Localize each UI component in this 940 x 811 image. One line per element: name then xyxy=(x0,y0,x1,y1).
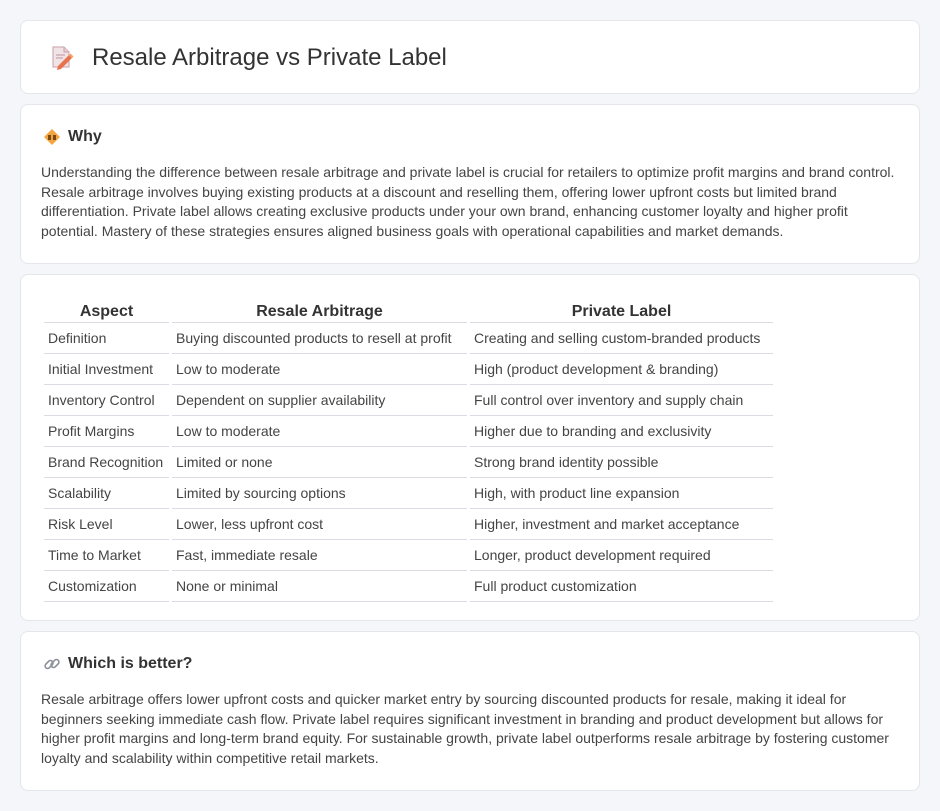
header-card xyxy=(20,20,920,94)
resale-arbitrage-cell: Limited by sourcing options xyxy=(172,478,467,509)
table-row xyxy=(44,323,773,354)
private-label-cell: Higher, investment and market acceptance xyxy=(470,509,773,540)
comparison-section xyxy=(20,274,920,621)
private-label-cell: High (product development & branding) xyxy=(470,354,773,385)
better-heading xyxy=(43,654,192,674)
why-title: Why xyxy=(68,128,102,145)
aspect-cell: Brand Recognition xyxy=(44,447,169,478)
better-title: Which is better? xyxy=(68,655,193,672)
private-label-cell: Creating and selling custom-branded products xyxy=(470,323,773,354)
private-label-cell: High, with product line expansion xyxy=(470,478,773,509)
private-label-cell: Higher due to branding and exclusivity xyxy=(470,416,773,447)
aspect-cell: Profit Margins xyxy=(44,416,169,447)
table-row xyxy=(44,571,773,602)
why-section xyxy=(20,104,920,264)
which-is-better-section xyxy=(20,631,920,791)
aspect-cell: Inventory Control xyxy=(44,385,169,416)
comparison-table xyxy=(41,295,776,602)
column-header-private-label: Private Label xyxy=(470,295,773,323)
table-row xyxy=(44,540,773,571)
table-row xyxy=(44,354,773,385)
aspect-cell: Customization xyxy=(44,571,169,602)
aspect-cell: Definition xyxy=(44,323,169,354)
table-row xyxy=(44,509,773,540)
aspect-cell: Risk Level xyxy=(44,509,169,540)
why-heading xyxy=(43,127,102,147)
resale-arbitrage-cell: Buying discounted products to resell at profit xyxy=(172,323,467,354)
table-row xyxy=(44,385,773,416)
column-header-aspect: Aspect xyxy=(44,295,169,323)
aspect-cell: Time to Market xyxy=(44,540,169,571)
table-row xyxy=(44,478,773,509)
private-label-cell: Strong brand identity possible xyxy=(470,447,773,478)
resale-arbitrage-cell: Low to moderate xyxy=(172,416,467,447)
table-header-row xyxy=(44,295,773,323)
why-text: Understanding the difference between resale arbitrage and private label is crucial for retailers to optimize profit margins and brand control. Resale arbitrage involves buying existing products at a discount and reselling them, offering lower upfront costs but limited brand differentiation. Private label allows creating exclusive products under your own brand, enhancing customer loyalty and higher profit potential. Mastery of these strategies ensures aligned business goals with operational capabilities and market demands. xyxy=(41,164,895,239)
warning-icon xyxy=(43,128,61,146)
resale-arbitrage-cell: Low to moderate xyxy=(172,354,467,385)
document-pencil-icon xyxy=(47,43,75,71)
column-header-resale-arbitrage: Resale Arbitrage xyxy=(172,295,467,323)
private-label-cell: Full control over inventory and supply chain xyxy=(470,385,773,416)
resale-arbitrage-cell: Fast, immediate resale xyxy=(172,540,467,571)
link-icon xyxy=(43,655,61,673)
page-title: Resale Arbitrage vs Private Label xyxy=(92,44,447,71)
aspect-cell: Initial Investment xyxy=(44,354,169,385)
resale-arbitrage-cell: None or minimal xyxy=(172,571,467,602)
better-text: Resale arbitrage offers lower upfront costs and quicker market entry by sourcing discounted products for resale, making it ideal for beginners seeking immediate cash flow. Private label requires significant investment in branding and product development but allows for higher profit margins and long-term brand equity. For sustainable growth, private label outperforms resale arbitrage by fostering customer loyalty and scalability within competitive retail markets. xyxy=(41,691,889,766)
table-row xyxy=(44,447,773,478)
aspect-cell: Scalability xyxy=(44,478,169,509)
table-row xyxy=(44,416,773,447)
private-label-cell: Longer, product development required xyxy=(470,540,773,571)
private-label-cell: Full product customization xyxy=(470,571,773,602)
resale-arbitrage-cell: Lower, less upfront cost xyxy=(172,509,467,540)
resale-arbitrage-cell: Limited or none xyxy=(172,447,467,478)
resale-arbitrage-cell: Dependent on supplier availability xyxy=(172,385,467,416)
